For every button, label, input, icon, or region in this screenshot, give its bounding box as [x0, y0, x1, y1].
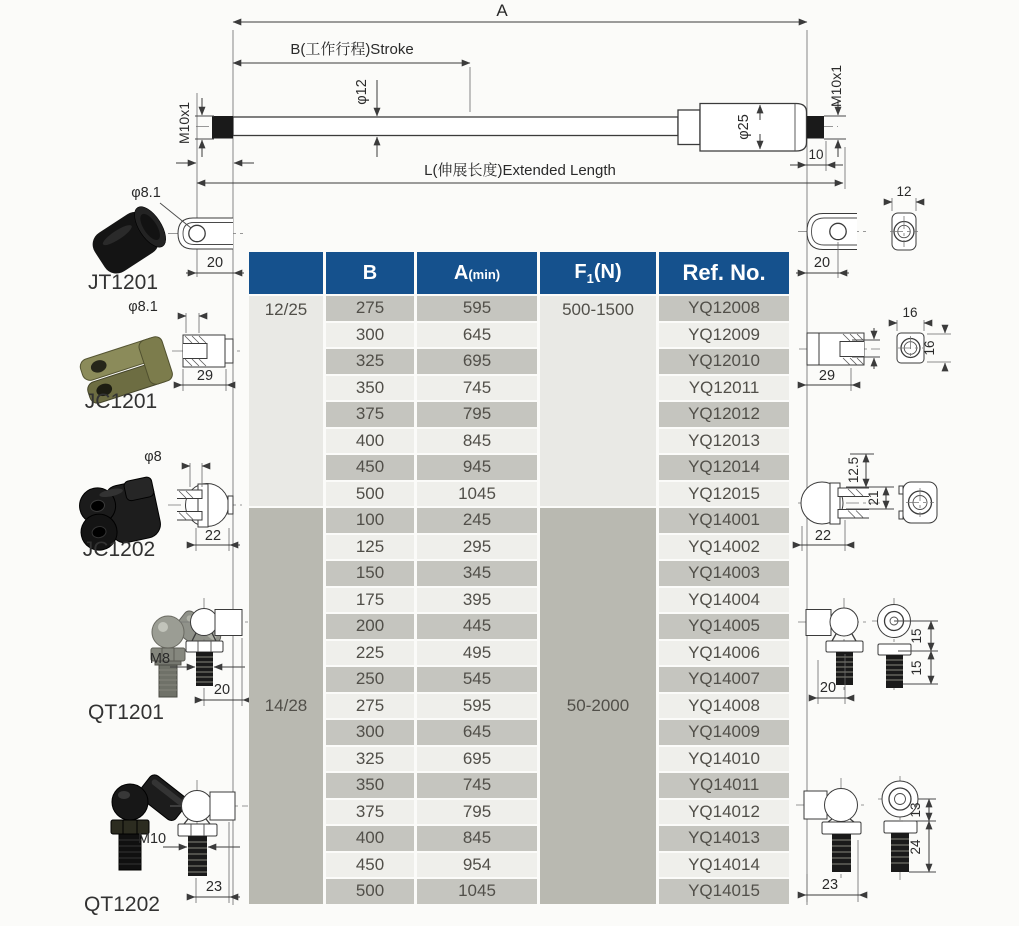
a-min-value-cell: 1045 [417, 879, 537, 904]
a-min-value-cell: 795 [417, 402, 537, 427]
dim-rod-diameter-label: φ12 [354, 79, 370, 105]
b-value-cell: 350 [326, 376, 414, 401]
spec-row [249, 296, 789, 321]
a-min-value-cell: 645 [417, 323, 537, 348]
ref-no-cell: YQ14007 [659, 667, 789, 692]
ref-no-cell: YQ14011 [659, 773, 789, 798]
ref-no-cell: YQ12013 [659, 429, 789, 454]
ref-no-cell: YQ14009 [659, 720, 789, 745]
spec-row [249, 826, 789, 851]
qt1202-thread-dim: M10 [137, 831, 167, 847]
table-header-row [249, 252, 789, 294]
ref-no-cell: YQ12012 [659, 402, 789, 427]
ref-no-cell: YQ14001 [659, 508, 789, 533]
spec-row [249, 508, 789, 533]
spec-row [249, 588, 789, 613]
jc1201-width-dim: 16 [902, 305, 918, 320]
spec-row [249, 641, 789, 666]
a-min-value-cell: 345 [417, 561, 537, 586]
b-value-cell: 150 [326, 561, 414, 586]
ref-no-cell: YQ12014 [659, 455, 789, 480]
b-value-cell: 350 [326, 773, 414, 798]
spec-row [249, 402, 789, 427]
ref-no-cell: YQ14002 [659, 535, 789, 560]
jc1202-offset-dim: 12.5 [846, 456, 861, 484]
qt1201-length-dim: 20 [213, 682, 231, 698]
a-min-value-cell: 595 [417, 296, 537, 321]
jt1201-right-width-dim: 12 [896, 184, 912, 199]
spec-row [249, 720, 789, 745]
ref-no-cell: YQ12011 [659, 376, 789, 401]
b-value-cell: 200 [326, 614, 414, 639]
ref-no-cell: YQ14013 [659, 826, 789, 851]
ref-no-cell: YQ14015 [659, 879, 789, 904]
b-value-cell: 300 [326, 720, 414, 745]
ref-no-cell: YQ14003 [659, 561, 789, 586]
dim-thread-left-label: M10x1 [176, 101, 192, 145]
jc1201-length-dim: 29 [196, 368, 214, 384]
b-value-cell: 450 [326, 455, 414, 480]
spec-row [249, 694, 789, 719]
b-value-cell: 400 [326, 826, 414, 851]
spec-row [249, 561, 789, 586]
spec-row [249, 455, 789, 480]
ref-no-cell: YQ12008 [659, 296, 789, 321]
force-range-cell: 500-1500 [540, 296, 656, 506]
spec-row [249, 853, 789, 878]
spec-row [249, 773, 789, 798]
a-min-value-cell: 1045 [417, 482, 537, 507]
qt1202-length-dim: 23 [205, 879, 223, 895]
b-value-cell: 250 [326, 667, 414, 692]
a-min-value-cell: 245 [417, 508, 537, 533]
a-min-value-cell: 595 [417, 694, 537, 719]
qt1202-label: QT1202 [84, 893, 160, 916]
a-min-value-cell: 795 [417, 800, 537, 825]
a-min-value-cell: 495 [417, 641, 537, 666]
header-b: B [326, 252, 414, 294]
a-min-value-cell: 645 [417, 720, 537, 745]
header-f1n: $F_1(N)$ [540, 252, 656, 294]
ref-no-cell: YQ14005 [659, 614, 789, 639]
ref-no-cell: YQ14012 [659, 800, 789, 825]
jt1201-photo [87, 202, 172, 279]
dim-a-label: A [496, 1, 508, 20]
jc1202-span-dim: 21 [866, 490, 881, 506]
ref-no-cell: YQ12015 [659, 482, 789, 507]
gas-spring-drawing [176, 1, 846, 183]
b-value-cell: 400 [326, 429, 414, 454]
ref-no-cell: YQ14010 [659, 747, 789, 772]
b-value-cell: 450 [326, 853, 414, 878]
header-ref-no: Ref. No. [659, 252, 789, 294]
jt1201-depth-dim: 20 [206, 255, 224, 271]
jc1202-right-length-dim: 22 [814, 528, 832, 544]
ref-no-cell: YQ12010 [659, 349, 789, 374]
a-min-value-cell: 445 [417, 614, 537, 639]
qt1201-thread-dim: M8 [149, 651, 171, 667]
spec-table [246, 250, 792, 906]
a-min-value-cell: 745 [417, 773, 537, 798]
qt1202-dim-lower: 24 [908, 839, 923, 855]
a-min-value-cell: 945 [417, 455, 537, 480]
a-min-value-cell: 845 [417, 429, 537, 454]
b-value-cell: 300 [326, 323, 414, 348]
b-value-cell: 325 [326, 747, 414, 772]
b-value-cell: 275 [326, 296, 414, 321]
a-min-value-cell: 695 [417, 349, 537, 374]
spec-row [249, 323, 789, 348]
b-value-cell: 375 [326, 402, 414, 427]
spec-table-body [249, 296, 789, 904]
size-group-cell: 12/25 [249, 296, 323, 506]
jc1202-length-dim: 22 [204, 528, 222, 544]
spec-row [249, 535, 789, 560]
jc1201-right-length-dim: 29 [818, 368, 836, 384]
a-min-value-cell: 954 [417, 853, 537, 878]
ref-no-cell: YQ14004 [659, 588, 789, 613]
b-value-cell: 125 [326, 535, 414, 560]
b-value-cell: 500 [326, 879, 414, 904]
spec-row [249, 747, 789, 772]
jt1201-right-depth-dim: 20 [813, 255, 831, 271]
a-min-value-cell: 545 [417, 667, 537, 692]
spec-row [249, 429, 789, 454]
qt1201-dim-lower: 15 [909, 660, 924, 676]
jt1201-hole-dim: φ8.1 [131, 185, 161, 201]
b-value-cell: 375 [326, 800, 414, 825]
spec-row [249, 349, 789, 374]
spec-row [249, 879, 789, 904]
b-value-cell: 325 [326, 349, 414, 374]
a-min-value-cell: 845 [417, 826, 537, 851]
a-min-value-cell: 695 [417, 747, 537, 772]
b-value-cell: 175 [326, 588, 414, 613]
spec-row [249, 376, 789, 401]
size-group-cell: 14/28 [249, 508, 323, 904]
spec-row [249, 482, 789, 507]
dim-tube-diameter-label: φ25 [736, 114, 752, 140]
b-value-cell: 225 [326, 641, 414, 666]
jc1201-height-dim: 16 [922, 340, 937, 356]
ref-no-cell: YQ12009 [659, 323, 789, 348]
dim-b-stroke-label: B(工作行程)Stroke [290, 41, 414, 58]
qt1201-right-length-dim: 20 [819, 680, 837, 696]
jc1202-hole-dim: φ8 [144, 449, 162, 465]
spec-row [249, 667, 789, 692]
a-min-value-cell: 745 [417, 376, 537, 401]
spec-row [249, 800, 789, 825]
ref-no-cell: YQ14008 [659, 694, 789, 719]
qt1202-photo [111, 773, 190, 870]
qt1202-right-length-dim: 23 [821, 877, 839, 893]
ref-no-cell: YQ14014 [659, 853, 789, 878]
b-value-cell: 100 [326, 508, 414, 533]
spec-row [249, 614, 789, 639]
force-range-cell: 50-2000 [540, 508, 656, 904]
jc1201-label: JC1201 [84, 390, 158, 413]
qt1201-dim-upper: 15 [909, 628, 924, 644]
header-size [249, 252, 323, 294]
a-min-value-cell: 395 [417, 588, 537, 613]
jt1201-label: JT1201 [87, 271, 159, 294]
ref-no-cell: YQ14006 [659, 641, 789, 666]
dim-thread-length-label: 10 [808, 147, 824, 162]
b-value-cell: 275 [326, 694, 414, 719]
dim-thread-right-label: M10x1 [828, 64, 844, 108]
qt1202-dim-upper: 13 [908, 802, 923, 818]
dim-extended-length-label: L(伸展长度)Extended Length [424, 162, 616, 179]
jc1202-label: JC1202 [82, 538, 156, 561]
b-value-cell: 500 [326, 482, 414, 507]
a-min-value-cell: 295 [417, 535, 537, 560]
header-a-min: A(min) [417, 252, 537, 294]
jc1201-hole-dim: φ8.1 [128, 299, 158, 315]
qt1201-label: QT1201 [88, 701, 164, 724]
